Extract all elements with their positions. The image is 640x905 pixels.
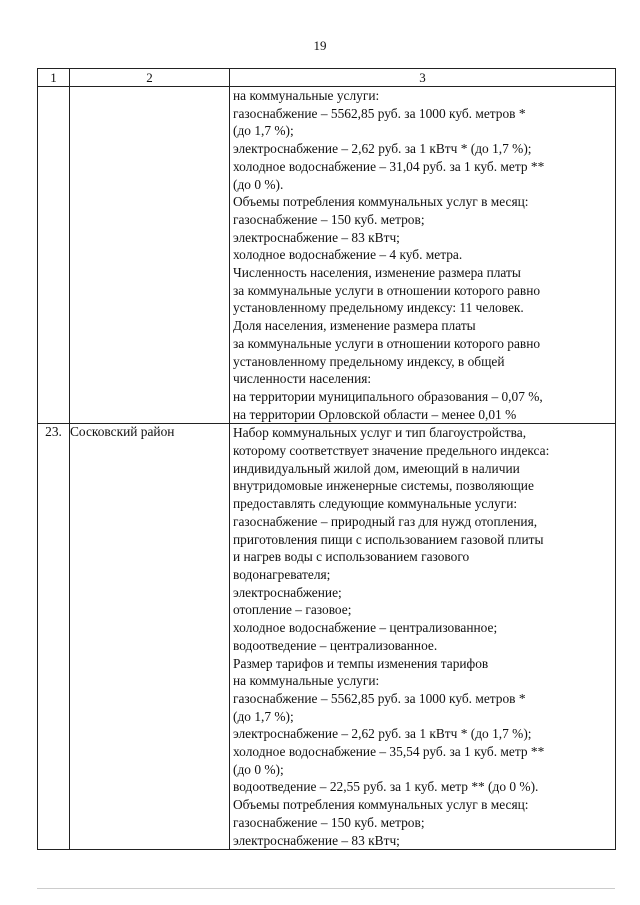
text-line: Объемы потребления коммунальных услуг в месяц: <box>233 194 529 210</box>
text-line: водоотведение – централизованное. <box>233 637 438 653</box>
description-cell <box>230 424 616 850</box>
text-line: Размер тарифов и темпы изменения тарифов <box>233 655 489 671</box>
row-number-cell <box>38 424 70 850</box>
text-line: электроснабжение – 83 кВтч; <box>233 832 400 848</box>
text-line: численности населения: <box>233 371 372 387</box>
text-line: установленному предельному индексу: 11 человек. <box>233 300 524 316</box>
text-line: индивидуальный жилой дом, имеющий в наличии <box>233 460 520 476</box>
text-line: холодное водоснабжение – 35,54 руб. за 1 куб. метр ** <box>233 744 545 760</box>
tariff-table <box>37 68 616 850</box>
text-line: которому соответствует значение предельного индекса: <box>233 443 550 459</box>
text-line: (до 1,7 %); <box>233 708 294 724</box>
table-row <box>38 424 616 850</box>
header-col-1: 1 <box>38 69 70 87</box>
text-line: газоснабжение – 5562,85 руб. за 1000 куб. метров * <box>233 690 526 706</box>
text-line: газоснабжение – 150 куб. метров; <box>233 211 425 227</box>
text-line: (до 0 %); <box>233 761 284 777</box>
text-line: холодное водоснабжение – 31,04 руб. за 1 куб. метр ** <box>233 158 545 174</box>
text-line: внутридомовые инженерные системы, позволяющие <box>233 478 534 494</box>
text-line: Объемы потребления коммунальных услуг в месяц: <box>233 797 529 813</box>
text-line: холодное водоснабжение – 4 куб. метра. <box>233 247 463 263</box>
text-line: на территории муниципального образования – 0,07 %, <box>233 388 543 404</box>
text-line: на коммунальные услуги: <box>233 88 380 103</box>
text-line: электроснабжение – 2,62 руб. за 1 кВтч * (до 1,7 %); <box>233 141 532 157</box>
header-col-2: 2 <box>70 69 230 87</box>
text-line: газоснабжение – природный газ для нужд отопления, <box>233 513 538 529</box>
table-row <box>38 87 616 424</box>
text-line: электроснабжение – 83 кВтч; <box>233 229 400 245</box>
text-line: на коммунальные услуги: <box>233 673 380 689</box>
text-line: холодное водоснабжение – централизованное; <box>233 620 498 636</box>
text-line: газоснабжение – 150 куб. метров; <box>233 814 425 830</box>
row-number-cell <box>38 87 70 424</box>
text-line: Доля населения, изменение размера платы <box>233 318 476 334</box>
text-line: предоставлять следующие коммунальные услуги: <box>233 496 518 512</box>
text-line: газоснабжение – 5562,85 руб. за 1000 куб. метров * <box>233 105 526 121</box>
page-bottom-rule <box>37 888 615 889</box>
row-number: 23. <box>45 424 62 440</box>
district-name-cell <box>70 87 230 424</box>
text-line: (до 1,7 %); <box>233 123 294 139</box>
district-name-cell <box>70 424 230 850</box>
text-line: Набор коммунальных услуг и тип благоустройства, <box>233 425 527 441</box>
district-name: Сосковский район <box>70 424 175 440</box>
text-line: на территории Орловской области – менее 0,01 % <box>233 406 517 422</box>
text-line: за коммунальные услуги в отношении которого равно <box>233 282 541 298</box>
text-line: приготовления пищи с использованием газовой плиты <box>233 531 544 547</box>
description-cell <box>230 87 616 424</box>
description-lines <box>230 424 615 849</box>
text-line: за коммунальные услуги в отношении которого равно <box>233 335 541 351</box>
page-number: 19 <box>313 38 327 53</box>
text-line: электроснабжение – 2,62 руб. за 1 кВтч * (до 1,7 %); <box>233 726 532 742</box>
text-line: Численность населения, изменение размера платы <box>233 265 521 281</box>
text-line: электроснабжение; <box>233 584 342 600</box>
header-col-3: 3 <box>230 69 616 87</box>
description-lines <box>230 87 615 423</box>
text-line: и нагрев воды с использованием газового <box>233 549 470 565</box>
text-line: водонагревателя; <box>233 566 331 582</box>
table-header-row <box>38 69 616 87</box>
text-line: водоотведение – 22,55 руб. за 1 куб. метр ** (до 0 %). <box>233 779 539 795</box>
text-line: установленному предельному индексу, в общей <box>233 353 505 369</box>
text-line: (до 0 %). <box>233 176 284 192</box>
text-line: отопление – газовое; <box>233 602 352 618</box>
